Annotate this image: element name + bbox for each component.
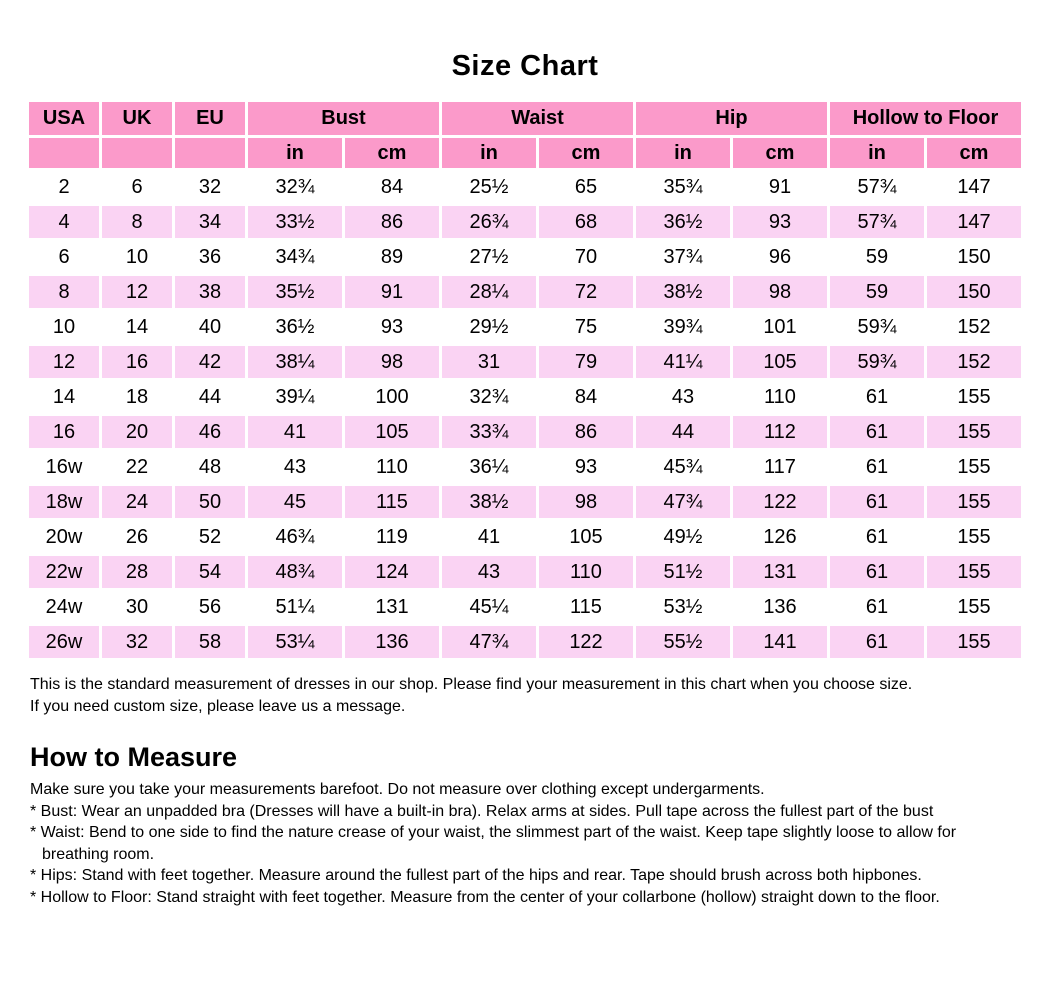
- table-cell: 150: [927, 276, 1021, 308]
- table-cell: 33½: [248, 206, 342, 238]
- note-line-1: This is the standard measurement of dresses in our shop. Please find your measurement in this chart when you choose size.: [30, 676, 913, 693]
- table-cell: 155: [927, 591, 1021, 623]
- table-cell: 43: [442, 556, 536, 588]
- table-cell: 47¾: [442, 626, 536, 658]
- table-cell: 32¾: [248, 171, 342, 203]
- table-cell: 38½: [636, 276, 730, 308]
- table-row: [29, 381, 1021, 413]
- table-header-row: [29, 102, 1021, 135]
- table-cell: 61: [830, 591, 924, 623]
- table-cell: 46: [175, 416, 245, 448]
- table-cell: 136: [345, 626, 439, 658]
- subheader-bust-cm: cm: [345, 138, 439, 168]
- table-cell: 91: [345, 276, 439, 308]
- column-header-eu: EU: [175, 102, 245, 135]
- table-cell: 55½: [636, 626, 730, 658]
- table-cell: 53¼: [248, 626, 342, 658]
- table-cell: 122: [539, 626, 633, 658]
- subheader-hollow-cm: cm: [927, 138, 1021, 168]
- table-cell: 152: [927, 346, 1021, 378]
- table-cell: 35¾: [636, 171, 730, 203]
- table-cell: 58: [175, 626, 245, 658]
- column-header-hollow-to-floor: Hollow to Floor: [830, 102, 1021, 135]
- table-cell: 32: [175, 171, 245, 203]
- table-cell: 61: [830, 381, 924, 413]
- table-cell: 155: [927, 486, 1021, 518]
- table-cell: 41: [248, 416, 342, 448]
- table-cell: 24w: [29, 591, 99, 623]
- measure-instruction: breathing room.: [42, 845, 155, 863]
- table-row: [29, 276, 1021, 308]
- table-cell: 41: [442, 521, 536, 553]
- table-cell: 61: [830, 521, 924, 553]
- table-cell: 10: [29, 311, 99, 343]
- table-cell: 84: [345, 171, 439, 203]
- table-cell: 98: [733, 276, 827, 308]
- table-cell: 8: [102, 206, 172, 238]
- column-header-uk: UK: [102, 102, 172, 135]
- subheader-empty: [29, 138, 99, 168]
- table-cell: 4: [29, 206, 99, 238]
- table-cell: 38½: [442, 486, 536, 518]
- subheader-bust-in: in: [248, 138, 342, 168]
- table-cell: 38¼: [248, 346, 342, 378]
- table-cell: 26: [102, 521, 172, 553]
- size-table-body: [29, 171, 1021, 658]
- table-cell: 89: [345, 241, 439, 273]
- table-cell: 124: [345, 556, 439, 588]
- table-cell: 54: [175, 556, 245, 588]
- table-row: [29, 486, 1021, 518]
- table-cell: 39¼: [248, 381, 342, 413]
- table-cell: 61: [830, 556, 924, 588]
- subheader-hollow-in: in: [830, 138, 924, 168]
- table-cell: 147: [927, 206, 1021, 238]
- table-row: [29, 416, 1021, 448]
- table-cell: 20: [102, 416, 172, 448]
- table-cell: 79: [539, 346, 633, 378]
- table-cell: 86: [345, 206, 439, 238]
- table-cell: 45¾: [636, 451, 730, 483]
- table-cell: 38: [175, 276, 245, 308]
- table-cell: 46¾: [248, 521, 342, 553]
- table-cell: 131: [733, 556, 827, 588]
- measure-instruction: * Bust: Wear an unpadded bra (Dresses will have a built-in bra). Relax arms at sides. Pull tape across the fullest part of the bust: [30, 802, 934, 820]
- column-header-hip: Hip: [636, 102, 827, 135]
- table-cell: 36½: [636, 206, 730, 238]
- table-cell: 26w: [29, 626, 99, 658]
- table-row: [29, 451, 1021, 483]
- table-cell: 34¾: [248, 241, 342, 273]
- table-cell: 105: [539, 521, 633, 553]
- table-cell: 72: [539, 276, 633, 308]
- table-row: [29, 556, 1021, 588]
- table-cell: 61: [830, 626, 924, 658]
- table-cell: 36: [175, 241, 245, 273]
- table-cell: 32: [102, 626, 172, 658]
- table-row: [29, 591, 1021, 623]
- table-cell: 98: [539, 486, 633, 518]
- table-cell: 152: [927, 311, 1021, 343]
- table-cell: 27½: [442, 241, 536, 273]
- table-cell: 61: [830, 416, 924, 448]
- table-cell: 44: [636, 416, 730, 448]
- table-cell: 44: [175, 381, 245, 413]
- table-cell: 16: [29, 416, 99, 448]
- subheader-hip-cm: cm: [733, 138, 827, 168]
- table-cell: 34: [175, 206, 245, 238]
- table-subheader-row: [29, 138, 1021, 168]
- table-cell: 110: [539, 556, 633, 588]
- table-cell: 33¾: [442, 416, 536, 448]
- table-cell: 68: [539, 206, 633, 238]
- table-cell: 110: [733, 381, 827, 413]
- table-cell: 155: [927, 451, 1021, 483]
- table-cell: 56: [175, 591, 245, 623]
- table-cell: 98: [345, 346, 439, 378]
- table-cell: 43: [248, 451, 342, 483]
- table-cell: 53½: [636, 591, 730, 623]
- table-cell: 100: [345, 381, 439, 413]
- table-cell: 96: [733, 241, 827, 273]
- table-cell: 6: [29, 241, 99, 273]
- measure-instruction: * Hips: Stand with feet together. Measure around the fullest part of the hips and rear. Tape should brush across both hipbones.: [30, 867, 922, 884]
- table-row: [29, 206, 1021, 238]
- table-cell: 16: [102, 346, 172, 378]
- table-cell: 14: [102, 311, 172, 343]
- table-cell: 18: [102, 381, 172, 413]
- table-cell: 105: [345, 416, 439, 448]
- table-cell: 155: [927, 626, 1021, 658]
- table-cell: 28¼: [442, 276, 536, 308]
- table-cell: 150: [927, 241, 1021, 273]
- table-cell: 12: [102, 276, 172, 308]
- table-cell: 16w: [29, 451, 99, 483]
- table-cell: 61: [830, 451, 924, 483]
- table-cell: 45: [248, 486, 342, 518]
- table-cell: 91: [733, 171, 827, 203]
- table-cell: 51½: [636, 556, 730, 588]
- note-line-2: If you need custom size, please leave us a message.: [30, 698, 406, 715]
- table-cell: 10: [102, 241, 172, 273]
- table-cell: 136: [733, 591, 827, 623]
- size-chart-table: [26, 99, 1024, 661]
- table-cell: 59: [830, 276, 924, 308]
- table-cell: 155: [927, 416, 1021, 448]
- table-cell: 39¾: [636, 311, 730, 343]
- column-header-waist: Waist: [442, 102, 633, 135]
- column-header-usa: USA: [29, 102, 99, 135]
- table-cell: 36½: [248, 311, 342, 343]
- table-cell: 35½: [248, 276, 342, 308]
- table-cell: 51¼: [248, 591, 342, 623]
- table-cell: 147: [927, 171, 1021, 203]
- measure-instruction: Make sure you take your measurements barefoot. Do not measure over clothing except undergarments.: [30, 781, 765, 798]
- table-row: [29, 171, 1021, 203]
- table-cell: 29½: [442, 311, 536, 343]
- table-cell: 32¾: [442, 381, 536, 413]
- table-cell: 36¼: [442, 451, 536, 483]
- table-row: [29, 311, 1021, 343]
- table-cell: 25½: [442, 171, 536, 203]
- table-cell: 8: [29, 276, 99, 308]
- table-cell: 112: [733, 416, 827, 448]
- table-cell: 122: [733, 486, 827, 518]
- table-cell: 141: [733, 626, 827, 658]
- table-cell: 47¾: [636, 486, 730, 518]
- table-cell: 45¼: [442, 591, 536, 623]
- subheader-hip-in: in: [636, 138, 730, 168]
- table-cell: 75: [539, 311, 633, 343]
- page-title: Size Chart: [451, 50, 599, 82]
- table-cell: 22w: [29, 556, 99, 588]
- table-cell: 42: [175, 346, 245, 378]
- table-cell: 57¾: [830, 171, 924, 203]
- table-cell: 48: [175, 451, 245, 483]
- measure-instructions: [30, 779, 1050, 908]
- table-cell: 20w: [29, 521, 99, 553]
- table-cell: 12: [29, 346, 99, 378]
- table-cell: 43: [636, 381, 730, 413]
- table-cell: 59¾: [830, 346, 924, 378]
- subheader-waist-cm: cm: [539, 138, 633, 168]
- table-cell: 155: [927, 381, 1021, 413]
- table-row: [29, 521, 1021, 553]
- table-cell: 57¾: [830, 206, 924, 238]
- table-cell: 37¾: [636, 241, 730, 273]
- table-cell: 48¾: [248, 556, 342, 588]
- table-cell: 14: [29, 381, 99, 413]
- table-row: [29, 626, 1021, 658]
- measure-instruction: * Hollow to Floor: Stand straight with feet together. Measure from the center of your collarbone (hollow) straight down to the floor.: [30, 888, 940, 906]
- table-cell: 93: [539, 451, 633, 483]
- table-cell: 101: [733, 311, 827, 343]
- table-cell: 30: [102, 591, 172, 623]
- table-cell: 59¾: [830, 311, 924, 343]
- table-cell: 155: [927, 556, 1021, 588]
- table-cell: 52: [175, 521, 245, 553]
- table-row: [29, 346, 1021, 378]
- table-cell: 86: [539, 416, 633, 448]
- table-cell: 126: [733, 521, 827, 553]
- column-header-bust: Bust: [248, 102, 439, 135]
- table-cell: 22: [102, 451, 172, 483]
- table-cell: 49½: [636, 521, 730, 553]
- table-cell: 84: [539, 381, 633, 413]
- table-cell: 70: [539, 241, 633, 273]
- table-cell: 2: [29, 171, 99, 203]
- table-cell: 31: [442, 346, 536, 378]
- table-cell: 28: [102, 556, 172, 588]
- subheader-waist-in: in: [442, 138, 536, 168]
- table-cell: 18w: [29, 486, 99, 518]
- table-cell: 93: [733, 206, 827, 238]
- subheader-empty: [175, 138, 245, 168]
- table-cell: 115: [539, 591, 633, 623]
- table-row: [29, 241, 1021, 273]
- table-cell: 155: [927, 521, 1021, 553]
- table-cell: 93: [345, 311, 439, 343]
- table-cell: 41¼: [636, 346, 730, 378]
- measure-instruction: * Waist: Bend to one side to find the nature crease of your waist, the slimmest part of the waist. Keep tape slightly loose to allow for: [30, 824, 957, 841]
- subheader-empty: [102, 138, 172, 168]
- table-cell: 117: [733, 451, 827, 483]
- table-cell: 119: [345, 521, 439, 553]
- table-cell: 50: [175, 486, 245, 518]
- table-cell: 110: [345, 451, 439, 483]
- table-cell: 26¾: [442, 206, 536, 238]
- how-to-measure-heading: How to Measure: [30, 742, 238, 772]
- table-cell: 105: [733, 346, 827, 378]
- table-cell: 131: [345, 591, 439, 623]
- table-cell: 6: [102, 171, 172, 203]
- table-cell: 24: [102, 486, 172, 518]
- table-cell: 59: [830, 241, 924, 273]
- table-cell: 61: [830, 486, 924, 518]
- notes-block: [30, 674, 1050, 718]
- table-cell: 65: [539, 171, 633, 203]
- table-cell: 115: [345, 486, 439, 518]
- table-cell: 40: [175, 311, 245, 343]
